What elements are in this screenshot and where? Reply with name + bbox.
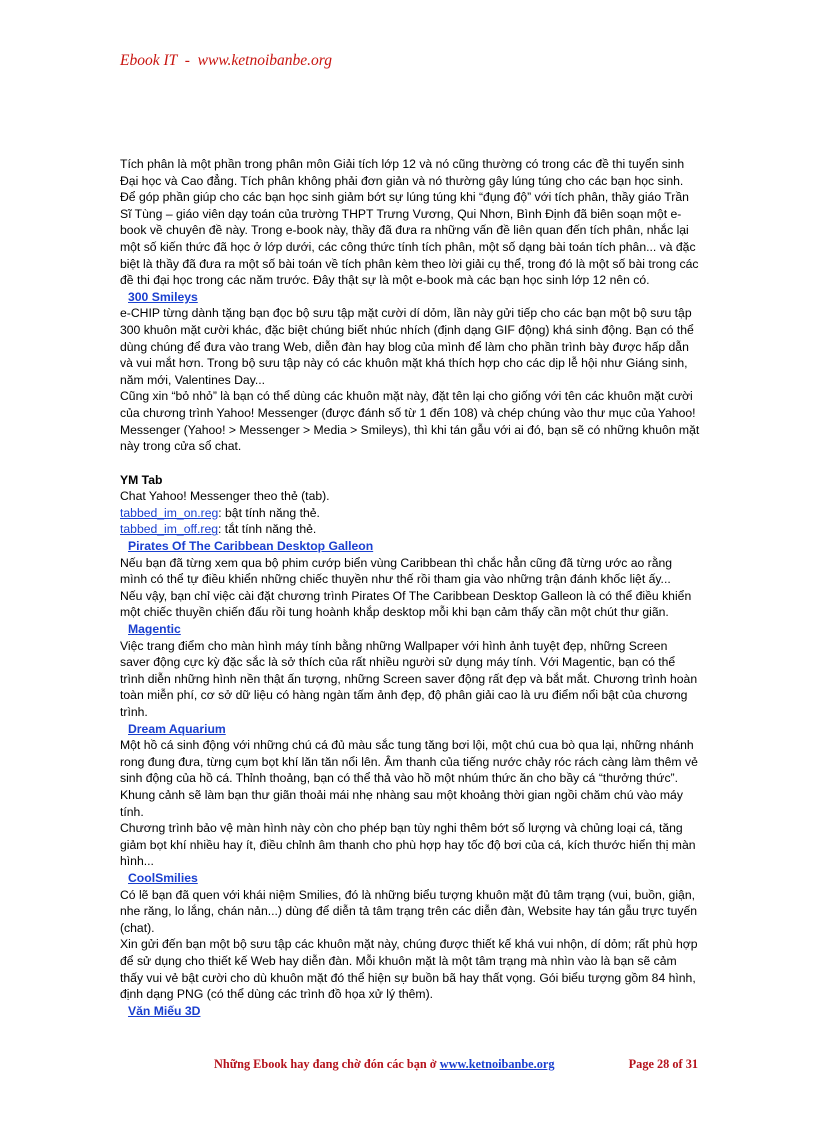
spacer [120,455,700,472]
link-300-smileys[interactable]: 300 Smileys [128,289,198,304]
section-title-coolsmilies [120,870,700,887]
coolsmilies-paragraph-2: Xin gửi đến bạn một bộ sưu tập các khuôn mặt này, chúng được thiết kế khá vui nhộn, dí dỏm; rất phù hợp để sử dụng cho thiết kế Web hay diễn đàn. Mỗi khuôn mặt là một tâm trạng mà nhìn vào là bạn sẽ cảm thấy vui vẻ bật cười cho dù khuôn mặt đó thể hiện sự buồn bã hay thất vọng. Gói biểu tượng gồm 84 hình, định dạng PNG (có thể dùng các trình đồ họa xử lý thêm). [120,937,698,1002]
ymtab-off-row [120,521,700,538]
footer-site-link[interactable]: www.ketnoibanbe.org [439,1057,555,1071]
coolsmilies-paragraph-1: Có lẽ bạn đã quen với khái niệm Smilies, đó là những biểu tượng khuôn mặt đủ tâm trạng (vui, buồn, giận, nhe răng, lo lắng, chán nản...) dùng để diễn tả tâm trạng trên các diễn đàn, Website hay tán gẫu trực tuyến (chat). [120,887,698,935]
smileys-paragraph-1: e-CHIP từng dành tặng bạn đọc bộ sưu tập mặt cười dí dỏm, lần này gửi tiếp cho các bạn một bộ sưu tập 300 khuôn mặt cười khác, đặc biệt chúng biết nhúc nhích (định dạng GIF động) khá sinh động. Bạn có thể dùng chúng để đưa vào trang Web, diễn đàn hay blog của mình để làm cho phần trình bày được hấp dẫn và vui mắt hơn. Trong bộ sưu tập này có các khuôn mặt khá thích hợp cho các dịp lễ hội như Giáng sinh, năm mới, Valentines Day... [120,306,694,387]
ymtab-line-1: Chat Yahoo! Messenger theo thẻ (tab). [120,489,330,504]
section-title-pirates [120,538,700,555]
ymtab-on-row [120,505,700,522]
section-title-magentic [120,621,700,638]
link-coolsmilies[interactable]: CoolSmilies [128,870,198,885]
section-title-dream-aquarium [120,721,700,738]
tabbed-im-off-link[interactable]: tabbed_im_off.reg [120,522,219,537]
aquarium-paragraph-2: Chương trình bảo vệ màn hình này còn cho phép bạn tùy nghi thêm bớt số lượng và chủng loại cá, tăng giảm bọt khí nhiều hay ít, điều chỉnh âm thanh cho phù hợp hay tốc độ bơi của cá, kích thước hiển thị màn hình... [120,821,696,869]
section-title-van-mieu-3d [120,1003,700,1020]
page-content [120,156,700,1019]
link-van-mieu-3d[interactable]: Văn Miếu 3D [128,1003,201,1018]
smileys-paragraph-2: Cũng xin “bỏ nhỏ” là bạn có thể dùng các khuôn mặt này, đặt tên lại cho giống với tên các khuôn mặt cười của chương trình Yahoo! Messenger (được đánh số từ 1 đến 108) và chép chúng vào thư mục của Yahoo! Messenger (Yahoo! > Messenger > Media > Smileys), thì khi tán gẫu với ai đó, bạn sẽ có những khuôn mặt này trong cửa sổ chat. [120,389,700,454]
link-dream-aquarium[interactable]: Dream Aquarium [128,721,226,736]
link-magentic[interactable]: Magentic [128,622,181,637]
pirates-paragraph-2: Nếu vậy, bạn chỉ việc cài đặt chương trình Pirates Of The Caribbean Desktop Galleon là có thể điều khiển một chiếc thuyền chiến đấu rồi tung hoành khắp desktop mỗi khi bạn cảm thấy cần một chút thư giãn. [120,588,692,620]
link-pirates[interactable]: Pirates Of The Caribbean Desktop Galleon [128,539,374,554]
tabbed-im-off-desc: : tắt tính năng thẻ. [218,522,317,537]
intro-paragraph: Tích phân là một phần trong phân môn Giải tích lớp 12 và nó cũng thường có trong các đề thi tuyển sinh Đại học và Cao đẳng. Tích phân không phải đơn giản và nó thường gây lúng túng cho các bạn học sinh. Để góp phần giúp cho các bạn học sinh giảm bớt sự lúng túng khi “đụng độ” với tích phân, thầy giáo Trần Sĩ Tùng – giáo viên dạy toán của trường THPT Trưng Vương, Qui Nhơn, Bình Định đã biên soạn một e-book về chuyên đề này. Trong e-book này, thầy đã đưa ra những vấn đề liên quan đến tích phân, nhắc lại một số kiến thức đã học ở lớp dưới, các công thức tính tích phân, một số dạng bài toán tích phân... và đặc biệt là thầy đã đưa ra một số bài toán về tích phân kèm theo lời giải cụ thể, trong đó là một số bài trong các đề thi đại học trong các năm trước. Đây thật sự là một e-book mà các bạn học sinh lớp 12 nên có. [120,157,699,288]
page-header: Ebook IT - www.ketnoibanbe.org [120,52,332,69]
pirates-paragraph-1: Nếu bạn đã từng xem qua bộ phim cướp biển vùng Caribbean thì chắc hẳn cũng đã từng ước ao rằng mình có thể tự điều khiển những chiếc thuyền như thế rồi tham gia vào những trận đánh khốc liệt ấy... [120,555,673,587]
tabbed-im-on-desc: : bật tính năng thẻ. [218,505,320,520]
page-number: Page 28 of 31 [628,1057,698,1071]
section-title-ym-tab: YM Tab [120,472,163,487]
section-title-300-smileys [120,289,700,306]
tabbed-im-on-link[interactable]: tabbed_im_on.reg [120,505,219,520]
footer-promo: Những Ebook hay đang chờ đón các bạn ở [214,1057,440,1071]
aquarium-paragraph-1: Một hồ cá sinh động với những chú cá đủ màu sắc tung tăng bơi lội, một chú cua bò qua lại, những nhánh rong đung đưa, từng cụm bọt khí lăn tăn nổi lên. Âm thanh của tiếng nước chảy róc rách càng làm thêm vẻ sinh động của hồ cá. Thỉnh thoảng, bạn có thể thả vào hồ một nhúm thức ăn cho bầy cá “thưởng thức”. Khung cảnh sẽ làm bạn thư giãn thoải mái nhẹ nhàng sau một khoảng thời gian ngồi chăm chú vào máy tính. [120,738,698,819]
magentic-paragraph-1: Việc trang điểm cho màn hình máy tính bằng những Wallpaper với hình ảnh tuyệt đẹp, những Screen saver động cực kỳ đặc sắc là sở thích của rất nhiều người sử dụng máy tính. Với Magentic, bạn có thể trình diễn những hình nền thật ấn tượng, những Screen saver động rất đẹp và bắt mắt. Chương trình hoàn toàn miễn phí, cơ sở dữ liệu có hàng ngàn tấm ảnh đẹp, độ phân giải cao là ưu điểm nổi bật của chương trình. [120,638,698,719]
footer-text [214,1057,554,1072]
